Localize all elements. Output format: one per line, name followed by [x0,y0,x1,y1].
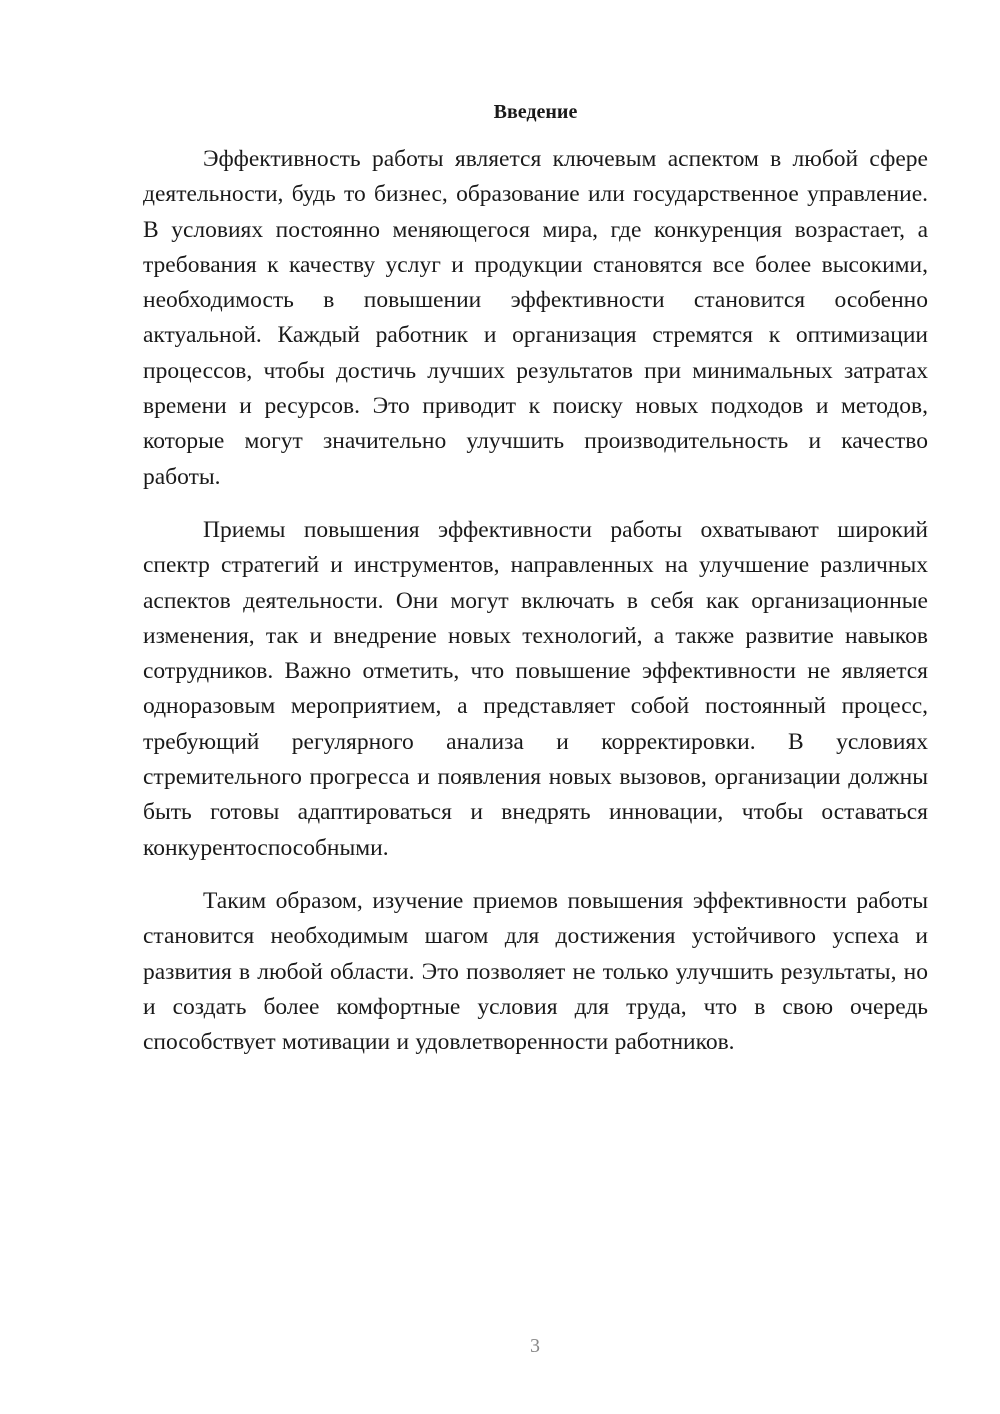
body-text [143,142,928,1078]
section-heading: Введение [493,101,578,123]
paragraph-3: Таким образом, изучение приемов повышения эффективности работы становится необходимым шагом для достижения устойчивого успеха и развития в любой области. Это позволяет не только улучшить результаты, но и создать более комфортные условия для труда, что в свою очередь способствует мотивации и удовлетворенности работников. [143,887,928,1056]
page-number: 3 [530,1335,540,1357]
paragraph-1: Эффективность работы является ключевым аспектом в любой сфере деятельности, будь то бизнес, образование или государственное управление. В условиях постоянно меняющегося мира, где конкуренция возрастает, а требования к качеству услуг и продукции становятся все более высокими, необходимость в повышении эффективности становится особенно актуальной. Каждый работник и организация стремятся к оптимизации процессов, чтобы достичь лучших результатов при минимальных затратах времени и ресурсов. Это приводит к поиску новых подходов и методов, которые могут значительно улучшить производительность и качество работы. [143,146,928,490]
paragraph-2: Приемы повышения эффективности работы охватывают широкий спектр стратегий и инструментов, направленных на улучшение различных аспектов деятельности. Они могут включать в себя как организационные изменения, так и внедрение новых технологий, а также развитие навыков сотрудников. Важно отметить, что повышение эффективности не является одноразовым мероприятием, а представляет собой постоянный процесс, требующий регулярного анализа и корректировки. В условиях стремительного прогресса и появления новых вызовов, организации должны быть готовы адаптироваться и внедрять инновации, чтобы оставаться конкурентоспособными. [143,516,928,861]
